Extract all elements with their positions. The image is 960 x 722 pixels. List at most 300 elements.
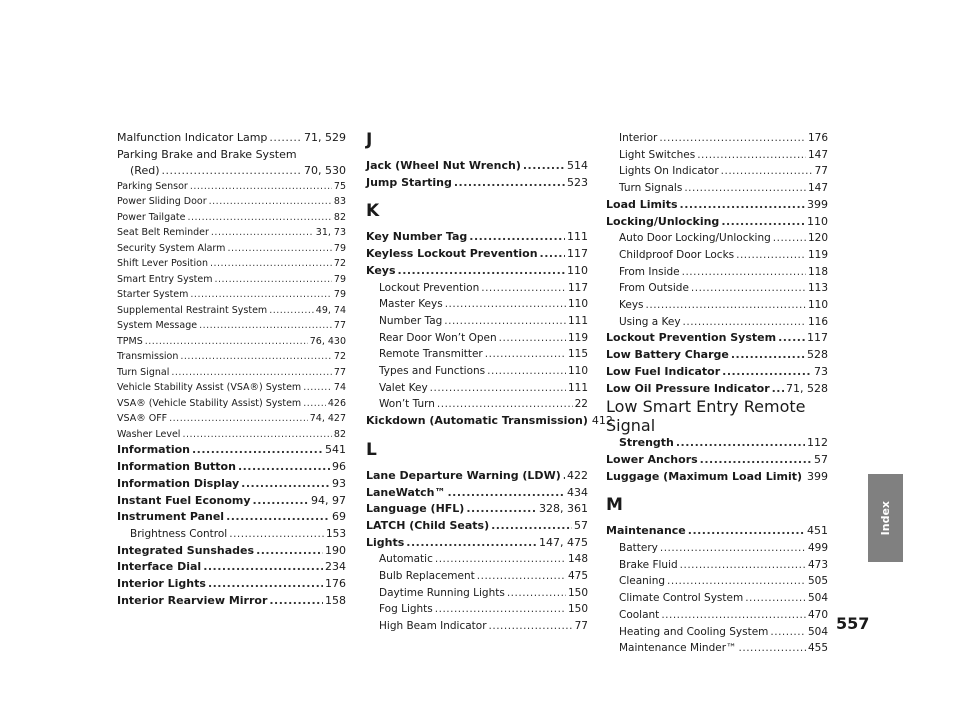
entry-page-ref[interactable]: 82 <box>333 211 346 223</box>
index-entry[interactable] <box>366 380 588 397</box>
entry-term: Bulb Replacement <box>379 570 475 583</box>
index-entry[interactable] <box>117 543 346 560</box>
dot-leader <box>238 459 330 476</box>
section-letter: J <box>366 130 373 150</box>
index-entry[interactable] <box>117 272 346 288</box>
index-entry[interactable] <box>606 557 828 574</box>
index-entry[interactable] <box>117 287 346 303</box>
dot-leader <box>487 363 566 380</box>
entry-page-ref[interactable]: 190 <box>325 543 346 557</box>
entry-term: Heating and Cooling System <box>619 625 769 638</box>
entry-page-ref[interactable]: 150 <box>567 603 588 616</box>
index-entry[interactable] <box>117 427 346 443</box>
dot-leader <box>188 210 332 226</box>
dot-leader <box>697 147 806 164</box>
index-entry[interactable] <box>366 485 588 502</box>
entry-page-ref[interactable]: 49, 74 <box>315 304 346 316</box>
index-entry[interactable] <box>606 330 828 347</box>
index-entry[interactable] <box>606 247 828 264</box>
section-letter: K <box>366 201 380 222</box>
entry-page-ref[interactable]: 434 <box>567 485 588 499</box>
index-entry[interactable] <box>366 618 588 635</box>
entry-term: Parking Sensor <box>117 180 188 192</box>
entry-term: Interior <box>619 132 658 144</box>
index-entry[interactable] <box>117 334 346 350</box>
dot-leader <box>208 576 323 593</box>
entry-page-ref[interactable]: 399 <box>807 469 828 483</box>
entry-page-ref[interactable]: 57 <box>814 452 828 466</box>
index-entry[interactable] <box>117 303 346 319</box>
entry-page-ref[interactable]: 111 <box>567 381 588 394</box>
index-entry[interactable] <box>117 411 346 427</box>
index-entry[interactable] <box>117 559 346 576</box>
entry-page-ref[interactable]: 470 <box>807 608 828 621</box>
entry-term: From Outside <box>619 282 689 295</box>
entry-page-ref[interactable]: 77 <box>333 320 346 332</box>
entry-page-ref[interactable]: 505 <box>807 575 828 588</box>
dot-leader <box>192 442 323 459</box>
index-entry[interactable] <box>606 364 828 381</box>
entry-page-ref[interactable]: 72 <box>333 351 346 363</box>
index-entry[interactable] <box>117 459 346 476</box>
index-entry[interactable] <box>366 158 588 175</box>
entry-page-ref[interactable]: 514 <box>567 159 588 172</box>
entry-term: Brightness Control <box>130 527 228 540</box>
index-entry[interactable] <box>606 540 828 557</box>
entry-page-ref[interactable]: 79 <box>333 273 346 285</box>
index-entry[interactable] <box>366 568 588 585</box>
index-entry[interactable] <box>606 469 828 486</box>
entry-page-ref[interactable]: 93 <box>332 476 346 490</box>
dot-leader <box>437 396 573 413</box>
dot-leader <box>303 396 326 412</box>
entry-term: Battery <box>619 542 658 555</box>
entry-page-ref[interactable]: 79 <box>333 242 346 254</box>
dot-leader <box>241 476 330 493</box>
entry-page-ref[interactable]: 77 <box>814 165 828 178</box>
section-letter: M <box>606 495 623 516</box>
entry-page-ref[interactable]: 110 <box>567 263 588 277</box>
dot-leader <box>227 241 331 257</box>
index-entry[interactable] <box>366 585 588 602</box>
index-entry[interactable] <box>366 501 588 518</box>
index-entry[interactable] <box>606 280 828 297</box>
entry-page-ref[interactable]: 111 <box>567 314 588 327</box>
entry-page-ref[interactable]: 541 <box>325 443 346 457</box>
entry-term: Malfunction Indicator Lamp <box>117 131 268 144</box>
entry-page-ref[interactable]: 147 <box>807 148 828 161</box>
entry-page-ref[interactable]: 528 <box>807 348 828 362</box>
dot-leader <box>667 573 806 590</box>
entry-page-ref[interactable]: 110 <box>567 365 588 378</box>
entry-page-ref[interactable]: 399 <box>807 197 828 211</box>
index-entry[interactable] <box>606 147 828 164</box>
entry-term: Brake Fluid <box>619 558 678 571</box>
entry-term: Instrument Panel <box>117 510 225 524</box>
entry-term: Lights <box>366 535 405 549</box>
index-entry[interactable] <box>366 535 588 552</box>
index-side-tab[interactable] <box>868 474 903 562</box>
entry-term: Power Sliding Door <box>117 196 207 208</box>
dot-leader <box>180 349 332 365</box>
dot-leader <box>430 380 566 397</box>
dot-leader <box>772 381 784 398</box>
dot-leader <box>161 163 302 179</box>
entry-term: Starter System <box>117 289 189 301</box>
entry-term: Shift Lever Position <box>117 258 208 270</box>
entry-term: Security System Alarm <box>117 242 226 254</box>
entry-term: Washer Level <box>117 428 181 440</box>
entry-term: From Inside <box>619 265 680 278</box>
entry-term: Auto Door Locking/Unlocking <box>619 232 771 245</box>
entry-page-ref[interactable]: 77 <box>333 366 346 378</box>
entry-page-ref[interactable]: 70, 530 <box>304 164 346 178</box>
index-entry[interactable] <box>606 297 828 314</box>
entry-page-ref[interactable]: 118 <box>807 265 828 278</box>
entry-term: Cleaning <box>619 575 666 588</box>
entry-page-ref[interactable]: 117 <box>567 247 588 261</box>
dot-leader <box>721 163 813 180</box>
entry-page-ref[interactable]: 412 <box>591 414 613 428</box>
index-entry[interactable] <box>606 590 828 607</box>
index-entry[interactable] <box>606 452 828 469</box>
index-entry[interactable] <box>117 396 346 412</box>
dot-leader <box>209 194 332 210</box>
entry-page-ref[interactable]: 31, 73 <box>315 227 346 239</box>
index-entry[interactable] <box>366 468 588 485</box>
index-entry[interactable] <box>366 330 588 347</box>
entry-term: Smart Entry System <box>117 273 213 285</box>
entry-term: TPMS <box>117 335 143 347</box>
entry-term: Types and Functions <box>379 365 486 378</box>
index-entry[interactable] <box>366 246 588 263</box>
entry-term: Automatic <box>379 553 433 566</box>
dot-leader <box>171 365 332 381</box>
entry-term: Interior Lights <box>117 577 206 591</box>
index-entry[interactable] <box>117 163 346 179</box>
entry-page-ref[interactable]: 475 <box>567 570 588 583</box>
entry-term: Maintenance Minder™ <box>619 642 737 655</box>
dot-leader <box>253 493 309 510</box>
entry-term: Transmission <box>117 351 179 363</box>
index-entry[interactable] <box>606 314 828 331</box>
dot-leader <box>491 518 572 535</box>
index-entry[interactable] <box>366 601 588 618</box>
entry-term: Lockout Prevention <box>379 281 480 294</box>
entry-term: Supplemental Restraint System <box>117 304 268 316</box>
entry-page-ref[interactable]: 71, 529 <box>304 131 346 144</box>
entry-page-ref[interactable]: 73 <box>814 364 828 378</box>
entry-term: Remote Transmitter <box>379 348 483 361</box>
index-entry[interactable] <box>366 296 588 313</box>
dot-leader <box>269 303 314 319</box>
index-entry[interactable] <box>117 476 346 493</box>
entry-page-ref[interactable]: 79 <box>333 289 346 301</box>
dot-leader <box>229 526 324 543</box>
dot-leader <box>256 543 323 560</box>
entry-term: Keys <box>366 263 396 277</box>
entry-page-ref[interactable]: 72 <box>333 258 346 270</box>
entry-page-ref[interactable]: 234 <box>325 560 346 574</box>
entry-term: Vehicle Stability Assist (VSA®) System <box>117 382 302 394</box>
entry-term: Coolant <box>619 608 660 621</box>
entry-page-ref[interactable]: 119 <box>567 331 588 344</box>
index-entry[interactable] <box>366 413 613 430</box>
index-entry[interactable] <box>117 526 346 543</box>
dot-leader <box>435 551 566 568</box>
index-entry[interactable] <box>606 381 828 398</box>
entry-page-ref[interactable]: 147 <box>807 182 828 195</box>
index-entry-heading-line: Parking Brake and Brake System <box>117 147 297 161</box>
entry-page-ref[interactable]: 150 <box>567 586 588 599</box>
entry-page-ref[interactable]: 110 <box>807 214 828 228</box>
dot-leader <box>203 559 323 576</box>
dot-leader <box>778 330 805 347</box>
index-entry[interactable] <box>366 346 588 363</box>
index-entry[interactable] <box>366 280 588 297</box>
entry-page-ref[interactable]: 57 <box>574 518 588 532</box>
dot-leader <box>489 618 573 635</box>
index-entry[interactable] <box>606 230 828 247</box>
entry-page-ref[interactable]: 71, 528 <box>786 381 828 395</box>
dot-leader <box>661 607 806 624</box>
entry-term: System Message <box>117 320 198 332</box>
dot-leader <box>169 411 308 427</box>
dot-leader <box>745 590 806 607</box>
index-column-3 <box>606 130 828 657</box>
page-number: 557 <box>836 614 870 633</box>
dot-leader <box>485 346 566 363</box>
entry-term: Climate Control System <box>619 592 744 605</box>
entry-term: Low Fuel Indicator <box>606 364 721 378</box>
entry-page-ref[interactable]: 69 <box>332 510 346 524</box>
entry-page-ref[interactable]: 176 <box>807 132 828 144</box>
entry-term: Turn Signal <box>117 366 170 378</box>
entry-page-ref[interactable]: 76, 430 <box>309 335 346 347</box>
entry-page-ref[interactable]: 473 <box>807 558 828 571</box>
entry-page-ref[interactable]: 153 <box>325 527 346 540</box>
index-entry[interactable] <box>117 593 346 610</box>
entry-term: VSA® OFF <box>117 413 168 425</box>
entry-term: Valet Key <box>379 381 428 394</box>
dot-leader <box>691 280 806 297</box>
entry-page-ref[interactable]: 120 <box>807 232 828 245</box>
dot-leader <box>507 585 566 602</box>
entry-term: Lane Departure Warning (LDW) <box>366 468 561 482</box>
index-entry[interactable] <box>606 163 828 180</box>
dot-leader <box>190 179 332 195</box>
dot-leader <box>444 313 566 330</box>
entry-page-ref[interactable]: 499 <box>807 542 828 555</box>
entry-page-ref[interactable]: 328, 361 <box>539 502 588 516</box>
dot-leader <box>682 264 806 281</box>
entry-page-ref[interactable]: 523 <box>567 175 588 189</box>
entry-term: Strength <box>619 436 674 450</box>
entry-term: Lights On Indicator <box>619 165 719 178</box>
index-entry[interactable] <box>366 396 588 413</box>
index-entry[interactable] <box>117 194 346 210</box>
dot-leader <box>303 380 332 396</box>
entry-page-ref[interactable]: 451 <box>807 524 828 538</box>
index-entry[interactable] <box>117 380 346 396</box>
entry-page-ref[interactable]: 83 <box>333 196 346 208</box>
entry-term: Kickdown (Automatic Transmission) <box>366 414 588 428</box>
index-entry[interactable] <box>366 229 588 246</box>
entry-page-ref[interactable]: 148 <box>567 553 588 566</box>
entry-term: Keyless Lockout Prevention <box>366 247 538 261</box>
entry-term: LATCH (Child Seats) <box>366 518 490 532</box>
entry-page-ref[interactable]: 116 <box>807 315 828 328</box>
index-entry[interactable] <box>117 256 346 272</box>
entry-term: Keys <box>619 299 644 312</box>
index-entry[interactable] <box>117 241 346 257</box>
entry-page-ref[interactable]: 112 <box>807 436 828 450</box>
entry-term: Load Limits <box>606 197 678 211</box>
entry-page-ref[interactable]: 158 <box>325 593 346 607</box>
dot-leader <box>563 468 565 485</box>
entry-term: Light Switches <box>619 148 696 161</box>
entry-term: Luggage (Maximum Load Limit) <box>606 469 803 483</box>
index-entry[interactable] <box>606 573 828 590</box>
entry-term: Seat Belt Reminder <box>117 227 209 239</box>
entry-page-ref[interactable]: 77 <box>574 620 588 633</box>
entry-page-ref[interactable]: 426 <box>327 397 346 409</box>
entry-term: Low Oil Pressure Indicator <box>606 381 770 395</box>
entry-page-ref[interactable]: 111 <box>567 230 588 244</box>
entry-page-ref[interactable]: 94, 97 <box>311 493 346 507</box>
index-entry[interactable] <box>606 347 828 364</box>
entry-page-ref[interactable]: 74, 427 <box>309 413 346 425</box>
dot-leader <box>406 535 537 552</box>
entry-page-ref[interactable]: 119 <box>807 248 828 261</box>
dot-leader <box>448 485 566 502</box>
entry-page-ref[interactable]: 22 <box>574 398 588 411</box>
dot-leader <box>445 296 566 313</box>
dot-leader <box>269 130 302 147</box>
dot-leader <box>211 225 314 241</box>
index-entry[interactable] <box>117 493 346 510</box>
index-column-1 <box>117 130 346 609</box>
entry-page-ref[interactable]: 113 <box>807 282 828 295</box>
index-entry[interactable] <box>606 180 828 197</box>
entry-page-ref[interactable]: 115 <box>567 348 588 361</box>
entry-page-ref[interactable]: 96 <box>332 460 346 474</box>
entry-page-ref[interactable]: 82 <box>333 428 346 440</box>
index-entry[interactable] <box>366 551 588 568</box>
index-entry[interactable] <box>117 179 346 195</box>
index-entry[interactable] <box>366 175 588 192</box>
index-entry[interactable] <box>606 197 828 214</box>
index-entry[interactable] <box>117 225 346 241</box>
index-entry[interactable] <box>606 130 828 147</box>
dot-leader <box>226 509 330 526</box>
dot-leader <box>660 540 806 557</box>
dot-leader <box>700 452 812 469</box>
entry-page-ref[interactable]: 75 <box>333 180 346 192</box>
index-entry[interactable] <box>117 365 346 381</box>
index-entry[interactable] <box>606 264 828 281</box>
entry-page-ref[interactable]: 176 <box>325 577 346 591</box>
entry-term: Maintenance <box>606 524 686 538</box>
dot-leader <box>454 175 565 192</box>
index-entry[interactable] <box>606 640 828 657</box>
dot-leader <box>435 601 566 618</box>
index-entry[interactable] <box>366 518 588 535</box>
dot-leader <box>523 158 565 175</box>
dot-leader <box>199 318 332 334</box>
entry-page-ref[interactable]: 147, 475 <box>539 535 588 549</box>
dot-leader <box>683 314 806 331</box>
dot-leader <box>540 246 565 263</box>
dot-leader <box>481 280 566 297</box>
dot-leader <box>466 501 537 518</box>
index-entry[interactable] <box>117 509 346 526</box>
entry-term: Lower Anchors <box>606 452 698 466</box>
entry-term: Daytime Running Lights <box>379 586 505 599</box>
entry-page-ref[interactable]: 455 <box>807 642 828 655</box>
entry-term: Rear Door Won’t Open <box>379 331 497 344</box>
dot-leader <box>804 469 805 486</box>
index-entry[interactable] <box>606 523 828 540</box>
dot-leader <box>210 256 332 272</box>
entry-term: Won’t Turn <box>379 398 435 411</box>
dot-leader <box>721 214 805 231</box>
dot-leader <box>684 180 806 197</box>
entry-term: Locking/Unlocking <box>606 214 720 228</box>
index-entry[interactable] <box>366 313 588 330</box>
index-entry[interactable] <box>117 210 346 226</box>
entry-page-ref[interactable]: 504 <box>807 625 828 638</box>
entry-term: Childproof Door Locks <box>619 248 735 261</box>
index-entry[interactable] <box>117 442 346 459</box>
entry-term: Instant Fuel Economy <box>117 493 251 507</box>
index-column-2 <box>366 130 613 635</box>
index-entry[interactable] <box>366 363 588 380</box>
entry-term: Jump Starting <box>366 175 452 189</box>
index-entry[interactable] <box>366 263 588 280</box>
entry-term: Jack (Wheel Nut Wrench) <box>366 159 521 172</box>
entry-page-ref[interactable]: 422 <box>567 468 588 482</box>
dot-leader <box>646 297 806 314</box>
entry-page-ref[interactable]: 504 <box>807 592 828 605</box>
index-entry[interactable] <box>606 624 828 641</box>
index-entry[interactable] <box>117 318 346 334</box>
entry-page-ref[interactable]: 110 <box>567 298 588 311</box>
entry-page-ref[interactable]: 117 <box>807 331 828 345</box>
dot-leader <box>680 557 806 574</box>
index-entry[interactable] <box>117 130 346 147</box>
entry-term: Power Tailgate <box>117 211 186 223</box>
entry-term: Information <box>117 443 190 457</box>
dot-leader <box>676 435 805 452</box>
index-entry[interactable] <box>606 435 828 452</box>
index-entry[interactable] <box>606 214 828 231</box>
entry-term: LaneWatch™ <box>366 485 446 499</box>
entry-page-ref[interactable]: 117 <box>567 281 588 294</box>
dot-leader <box>499 330 566 347</box>
entry-page-ref[interactable]: 110 <box>807 299 828 312</box>
index-entry[interactable] <box>606 607 828 624</box>
entry-term: Fog Lights <box>379 603 433 616</box>
entry-term: Information Display <box>117 476 240 490</box>
index-entry[interactable] <box>117 349 346 365</box>
index-entry[interactable] <box>117 576 346 593</box>
dot-leader <box>739 640 806 657</box>
entry-page-ref[interactable]: 74 <box>333 382 346 394</box>
entry-term: Lockout Prevention System <box>606 331 777 345</box>
dot-leader <box>214 272 331 288</box>
entry-term: Integrated Sunshades <box>117 543 255 557</box>
